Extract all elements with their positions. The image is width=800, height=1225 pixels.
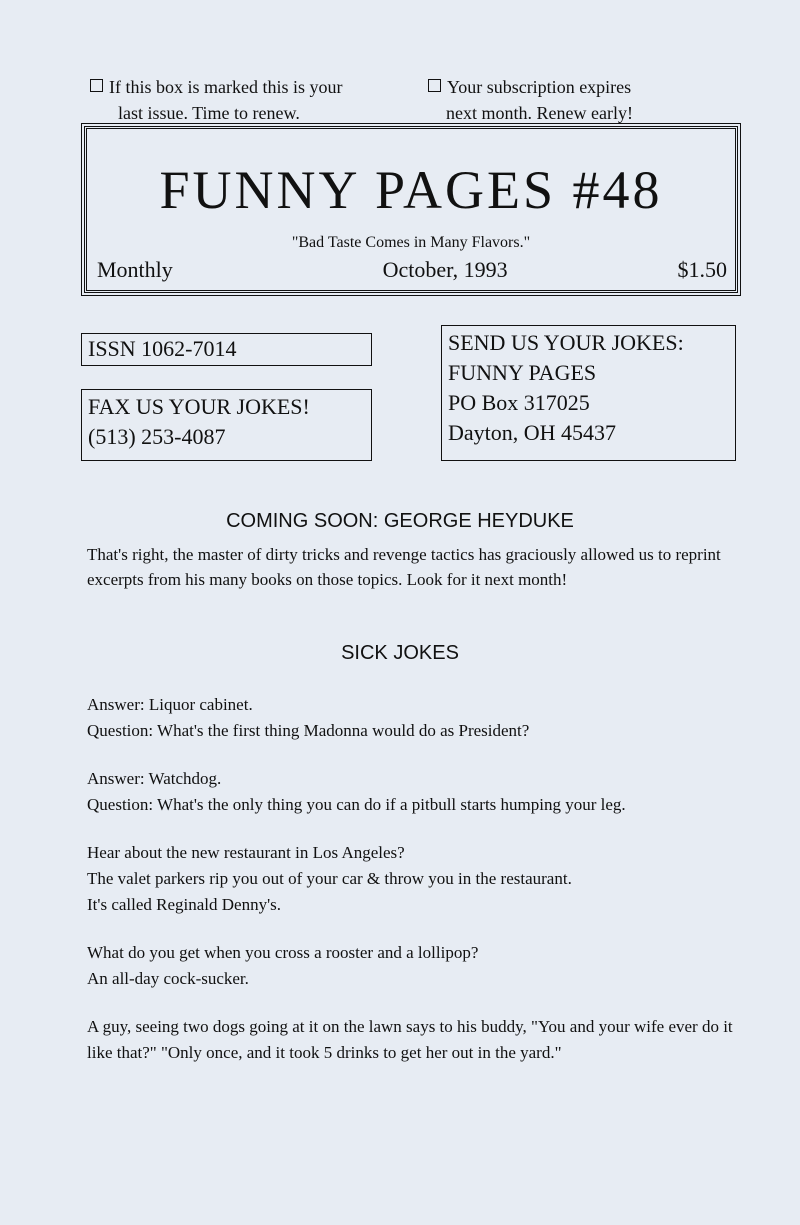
checkbox-expires[interactable]	[428, 79, 441, 92]
masthead-date: October, 1993	[382, 257, 508, 282]
joke-line: Answer: Liquor cabinet.	[87, 695, 253, 714]
send-box	[441, 325, 736, 461]
fax-heading: FAX US YOUR JOKES!	[88, 394, 310, 419]
send-address-line: Dayton, OH 45437	[448, 420, 617, 445]
notice-last-issue	[90, 74, 342, 126]
jokes-list	[87, 692, 747, 1088]
joke-line: An all-day cock-sucker.	[87, 969, 249, 988]
notice-text: If this box is marked this is your	[109, 77, 343, 97]
fax-box	[81, 389, 372, 461]
joke-item	[87, 766, 747, 818]
notice-text: next month. Renew early!	[446, 103, 633, 123]
joke-line: It's called Reginald Denny's.	[87, 895, 282, 914]
issn-box	[81, 333, 372, 366]
joke-line: What do you get when you cross a rooster and a lollipop?	[87, 943, 479, 962]
masthead	[84, 126, 738, 293]
joke-line: Question: What's the only thing you can do if a pitbull starts humping your leg.	[87, 795, 626, 814]
joke-line: Answer: Watchdog.	[87, 769, 222, 788]
issn-text: ISSN 1062-7014	[88, 336, 237, 361]
joke-item	[87, 940, 747, 992]
notice-text: Your subscription expires	[447, 77, 632, 97]
masthead-tagline: "Bad Taste Comes in Many Flavors."	[291, 234, 531, 251]
joke-line: Hear about the new restaurant in Los Angeles?	[87, 843, 405, 862]
joke-item	[87, 692, 747, 744]
coming-soon-body: That's right, the master of dirty tricks and revenge tactics has graciously allowed us to reprint excerpts from his many books on those topics. Look for it next month!	[87, 545, 721, 589]
checkbox-last-issue[interactable]	[90, 79, 103, 92]
masthead-title: FUNNY PAGES #48	[159, 160, 663, 220]
joke-line: A guy, seeing two dogs going at it on the lawn says to his buddy, "You and your wife ever do it like that?" "Only once, and it took 5 drinks to get her out in the yard."	[87, 1017, 733, 1062]
joke-item	[87, 1014, 747, 1066]
coming-soon-heading: COMING SOON: GEORGE HEYDUKE	[226, 510, 574, 532]
notice-expires	[428, 74, 633, 126]
joke-line: Question: What's the first thing Madonna would do as President?	[87, 721, 530, 740]
send-address-line: PO Box 317025	[448, 390, 590, 415]
sick-jokes-heading: SICK JOKES	[341, 642, 459, 664]
joke-line: The valet parkers rip you out of your car & throw you in the restaurant.	[87, 869, 572, 888]
send-heading: SEND US YOUR JOKES:	[448, 330, 684, 355]
masthead-frequency: Monthly	[97, 257, 173, 282]
fax-number: (513) 253-4087	[88, 424, 226, 449]
joke-item	[87, 840, 747, 918]
masthead-price: $1.50	[677, 257, 727, 282]
notice-text: last issue. Time to renew.	[118, 103, 300, 123]
send-address-line: FUNNY PAGES	[448, 360, 597, 385]
